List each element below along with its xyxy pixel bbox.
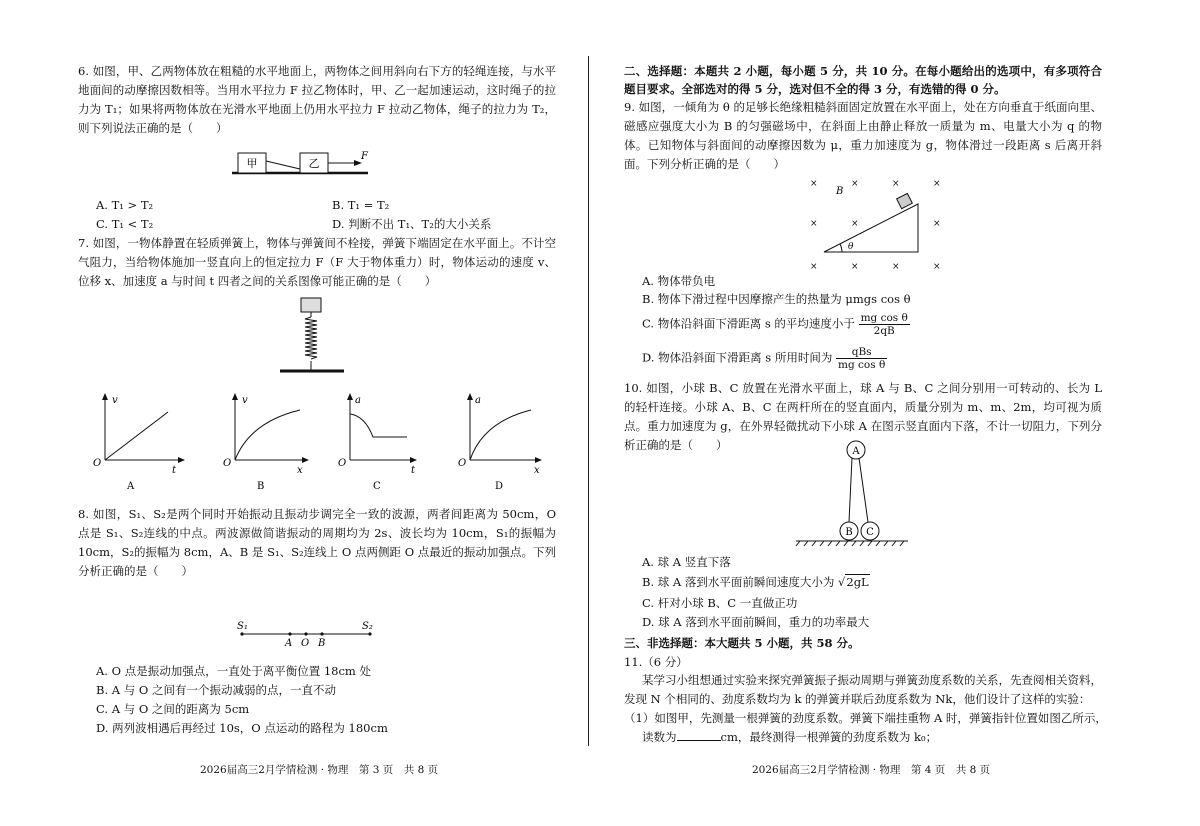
cross-mark: ×: [810, 262, 818, 270]
graph-a: [93, 393, 185, 492]
q10-sqrt: 2gL: [846, 575, 869, 589]
q8-option-d: D. 两列波相遇后再经过 10s，O 点运动的路程为 180cm: [96, 721, 388, 735]
cross-mark: ×: [892, 179, 900, 189]
graph-c-origin: O: [338, 458, 347, 469]
q9-option-c-text: C. 物体沿斜面下滑距离 s 的平均速度小于: [642, 316, 855, 331]
section-3-heading: 三、非选择题：本大题共 5 小题，共 58 分。: [624, 636, 860, 650]
q8-option-a: A. O 点是振动加强点，一直处于离平衡位置 18cm 处: [96, 664, 371, 678]
q6-option-c: C. T₁ < T₂: [96, 217, 154, 231]
q9-option-a: A. 物体带负电: [642, 274, 716, 288]
cross-mark: ×: [851, 262, 859, 270]
q7-spring-figure: [278, 296, 348, 378]
q8-option-b: B. A 与 O 之间有一个振动减弱的点，一直不动: [96, 683, 336, 697]
q8-o: O: [301, 638, 310, 648]
column-divider: [588, 56, 589, 746]
graph-c-label: C: [373, 481, 381, 492]
q9-option-b: B. 物体下滑过程中因摩擦产生的热量为 μmgs cos θ: [642, 292, 911, 306]
question-8-text: 8. 如图，S₁、S₂是两个同时开始振动且振动步调完全一致的波源，两者间距离为 50cm，O 点是 S₁、S₂连线的中点。两波源做简谐振动的周期均为 2s、波长均为 10cm，S₁的振幅为10cm，S₂的振幅为 8cm，A、B 是 S₁、S₂连线上 O 点两侧距 O 点最近的振动加强点。下列分析正确的是（ ）: [78, 507, 556, 578]
graph-c-ylabel: a: [355, 395, 361, 406]
q6-option-b: B. T₁ = T₂: [332, 198, 390, 212]
graph-b-xlabel: x: [297, 465, 303, 476]
graph-b-label: B: [257, 481, 265, 492]
q6-option-a: A. T₁ > T₂: [96, 198, 154, 212]
q10-option-c: C. 杆对小球 B、C 一直做正功: [642, 596, 798, 610]
cross-mark: ×: [892, 262, 900, 270]
q9-label-B: B: [836, 186, 844, 197]
q9-option-c-fraction: $\frac{\text{mg cos θ}}{2qB}$: [860, 312, 908, 337]
cross-mark: ×: [933, 179, 941, 189]
graph-a-label: A: [127, 481, 135, 492]
q10-figure: [792, 436, 912, 548]
q8-b: B: [318, 638, 326, 648]
question-10-text: 10. 如图，小球 B、C 放置在光滑水平面上，球 A 与 B、C 之间分别用一可转动的、长为 L 的轻杆连接。小球 A、B、C 在两杆所在的竖直面内，质量分别为 m、m、2m，均可视为质点。重力加速度为 g，在外界轻微扰动下小球 A 在图示竖直面内下落，不计一切阻力，下列分析正确的是（ ）: [624, 381, 1102, 452]
ball-c: C: [866, 527, 874, 538]
q6-figure: [228, 148, 378, 178]
q9-option-d-text: D. 物体沿斜面下滑距离 s 所用时间为: [642, 350, 833, 365]
q8-s1: S₁: [237, 621, 248, 632]
q11-paragraph-2: （1）如图甲，先测量一根弹簧的劲度系数。弹簧下端挂重物 A 时，弹簧指针位置如图乙所示，: [624, 711, 1107, 725]
left-footer: 2026届高三2月学情检测 · 物理 第 3 页 共 8 页: [200, 764, 439, 776]
cross-mark: ×: [933, 219, 941, 229]
cross-mark: ×: [933, 262, 941, 270]
q11-heading: 11.（6 分）: [624, 655, 688, 669]
right-footer: 2026届高三2月学情检测 · 物理 第 4 页 共 8 页: [752, 764, 991, 776]
q9-label-theta: θ: [848, 242, 854, 252]
question-9-text: 9. 如图，一倾角为 θ 的足够长绝缘粗糙斜面固定放置在水平面上，处在方向垂直于纸面向里、磁感应强度大小为 B 的匀强磁场中，在斜面上由静止释放一质量为 m、电量大小为 q 的物体。已知物体与斜面间的动摩擦因数为 μ，重力加速度为 g，物体滑过一段距离 s 后离开斜面。下列分析正确的是（ ）: [624, 100, 1102, 171]
q9-option-c: [642, 312, 910, 337]
cross-mark: ×: [810, 219, 818, 229]
graph-d-ylabel: a: [475, 395, 481, 406]
graph-a-origin: O: [93, 458, 102, 469]
q6-label-F: F: [361, 151, 368, 162]
graph-a-xlabel: t: [172, 465, 177, 476]
q8-a: A: [285, 638, 293, 648]
question-7-text: 7. 如图，一物体静置在轻质弹簧上，物体与弹簧间不栓接，弹簧下端固定在水平面上。不计空气阻力，当给物体施加一竖直向上的恒定拉力 F（F 大于物体重力）时，物体运动的速度 v、位移 x、加速度 a 与时间 t 四者之间的关系图像可能正确的是（ ）: [78, 236, 556, 288]
q9-option-d-fraction: $\frac{\text{qBs}}{\text{mg cos θ}}$: [838, 346, 886, 371]
q9-figure: [800, 174, 950, 270]
question-7: [78, 234, 556, 291]
graph-b: [223, 393, 309, 492]
cross-mark: ×: [851, 219, 859, 229]
q11-paragraph-1: 某学习小组想通过实验来探究弹簧振子振动周期与弹簧劲度系数的关系，先查阅相关资料，发现 N 个相同的、劲度系数均为 k 的弹簧并联后劲度系数为 Nk，他们设计了这样的实验：: [624, 673, 1102, 706]
ball-a: A: [852, 446, 860, 457]
section-2-heading: 二、选择题：本题共 2 小题，每小题 5 分，共 10 分。在每小题给出的选项中，有多项符合题目要求。全部选对的得 5 分，选对但不全的得 3 分，有选错的得 0 分。: [624, 64, 1102, 96]
q6-label-yi: 乙: [308, 157, 320, 170]
answer-blank[interactable]: [677, 728, 721, 741]
q8-figure: [234, 618, 384, 648]
graph-b-origin: O: [223, 458, 232, 469]
left-page: [78, 62, 556, 138]
q10-option-d: D. 球 A 落到水平面前瞬间，重力的功率最大: [642, 615, 870, 629]
q7-graphs: [90, 392, 550, 492]
question-6-text: 6. 如图，甲、乙两物体放在粗糙的水平地面上，两物体之间用斜向右下方的轻绳连接，与水平地面间的动摩擦因数相等。当用水平拉力 F 拉乙物体时，甲、乙一起加速运动，这时绳子的拉力为 T₁；如果将两物体放在光滑水平地面上仍用水平拉力 F 拉动乙物体，绳子的拉力为 T₂，则下列说法正确的是（ ）: [78, 64, 556, 135]
q9-option-d: [642, 346, 887, 371]
q10-option-a: A. 球 A 竖直下落: [642, 555, 731, 569]
q8-s2: S₂: [362, 621, 373, 632]
q11-paragraph-3: 读数为 cm，最终测得一根弹簧的劲度系数为 k₀；: [642, 730, 938, 744]
graph-d-label: D: [495, 481, 504, 492]
cross-mark: ×: [851, 179, 859, 189]
graph-c-xlabel: t: [411, 465, 416, 476]
q6-label-jia: 甲: [246, 157, 258, 170]
graph-d: [458, 393, 542, 492]
question-8: [78, 505, 556, 581]
graph-c: [338, 393, 417, 492]
cross-mark: ×: [810, 179, 818, 189]
graph-b-ylabel: v: [242, 395, 248, 406]
graph-a-ylabel: v: [112, 395, 118, 406]
right-page: [624, 62, 1102, 174]
q6-option-d: D. 判断不出 T₁、T₂的大小关系: [332, 217, 492, 231]
q10-option-b: B. 球 A 落到水平面前瞬间速度大小为 √2gL: [642, 575, 869, 589]
q8-option-c: C. A 与 O 之间的距离为 5cm: [96, 702, 250, 716]
ball-b: B: [845, 527, 853, 538]
graph-d-xlabel: x: [534, 465, 540, 476]
graph-d-origin: O: [458, 458, 467, 469]
